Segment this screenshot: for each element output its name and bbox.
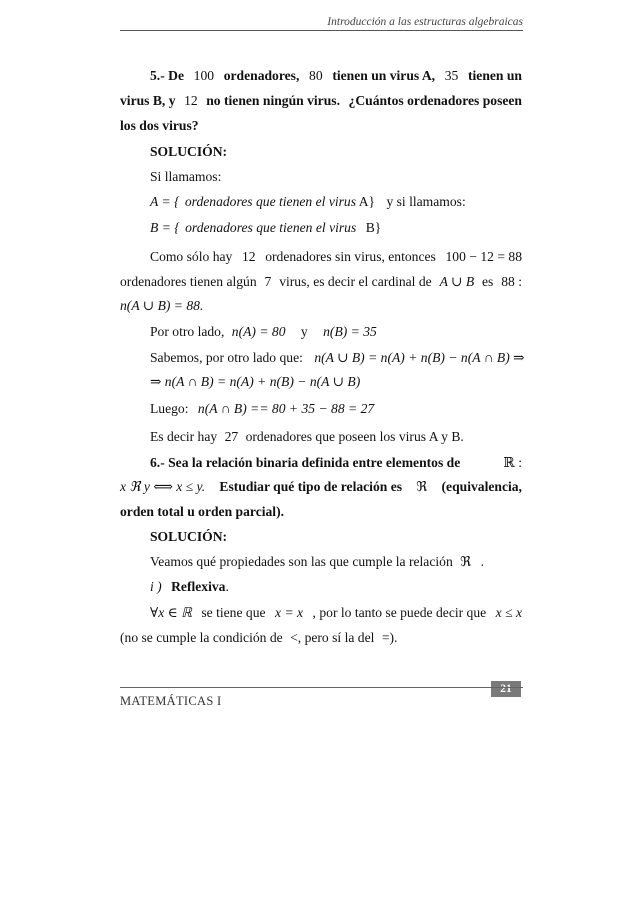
problem5-line1: 5.- De 100 ordenadores, 80 tienen un virus A, 35 tienen un (150, 68, 522, 83)
problem6-line3: orden total u orden parcial). (120, 504, 285, 519)
problem6-line2: x ℜ y ⟺ x ≤ y. Estudiar qué tipo de relación es ℜ (equivalencia, (120, 479, 522, 494)
set-b-definition: B = { ordenadores que tienen el virus B} (150, 220, 382, 235)
note-line: (no se cumple la condición de <, pero sí la del =). (120, 630, 398, 645)
page-number-badge: 21 (491, 681, 521, 697)
solution-label-5: SOLUCIÓN: (150, 144, 228, 159)
implication-line: ⇒ n(A ∩ B) = n(A) + n(B) − n(A ∪ B) (150, 374, 361, 389)
problem5-line2: virus B, y 12 no tienen ningún virus. ¿Cuántos ordenadores poseen (120, 93, 522, 108)
otro-lado-line: Por otro lado, n(A) = 80 y n(B) = 35 (150, 324, 377, 339)
llamamos-text: Si llamamos: (150, 169, 222, 184)
veamos-line: Veamos qué propiedades son las que cumple la relación ℜ . (150, 554, 485, 569)
reflexiva-heading: i ) Reflexiva. (150, 579, 229, 594)
conclusion-line: Es decir hay 27 ordenadores que poseen los virus A y B. (150, 429, 464, 444)
problem6-line1: 6.- Sea la relación binaria definida entre elementos de ℝ : (150, 455, 522, 470)
paragraph1-line3: n(A ∪ B) = 88. (120, 298, 204, 313)
paragraph1-line1: Como sólo hay 12 ordenadores sin virus, entonces 100 − 12 = 88 (150, 249, 522, 264)
luego-line: Luego: n(A ∩ B) == 80 + 35 − 88 = 27 (150, 401, 375, 416)
sabemos-line: Sabemos, por otro lado que: n(A ∪ B) = n(A) + n(B) − n(A ∩ B) ⇒ (150, 350, 525, 365)
set-a-definition: A = { ordenadores que tienen el virus A} y si llamamos: (150, 194, 466, 209)
forall-line: ∀x ∈ ℝ se tiene que x = x , por lo tanto se puede decir que x ≤ x (150, 605, 522, 620)
footer-rule (120, 687, 523, 688)
problem5-line3: los dos virus? (120, 118, 199, 133)
running-header: Introducción a las estructuras algebraicas (327, 16, 523, 28)
paragraph1-line2: ordenadores tienen algún 7 virus, es decir el cardinal de A ∪ B es 88 : (120, 274, 522, 289)
header-rule (120, 30, 523, 31)
solution-label-6: SOLUCIÓN: (150, 529, 228, 544)
footer-subject: MATEMÁTICAS I (120, 694, 222, 708)
